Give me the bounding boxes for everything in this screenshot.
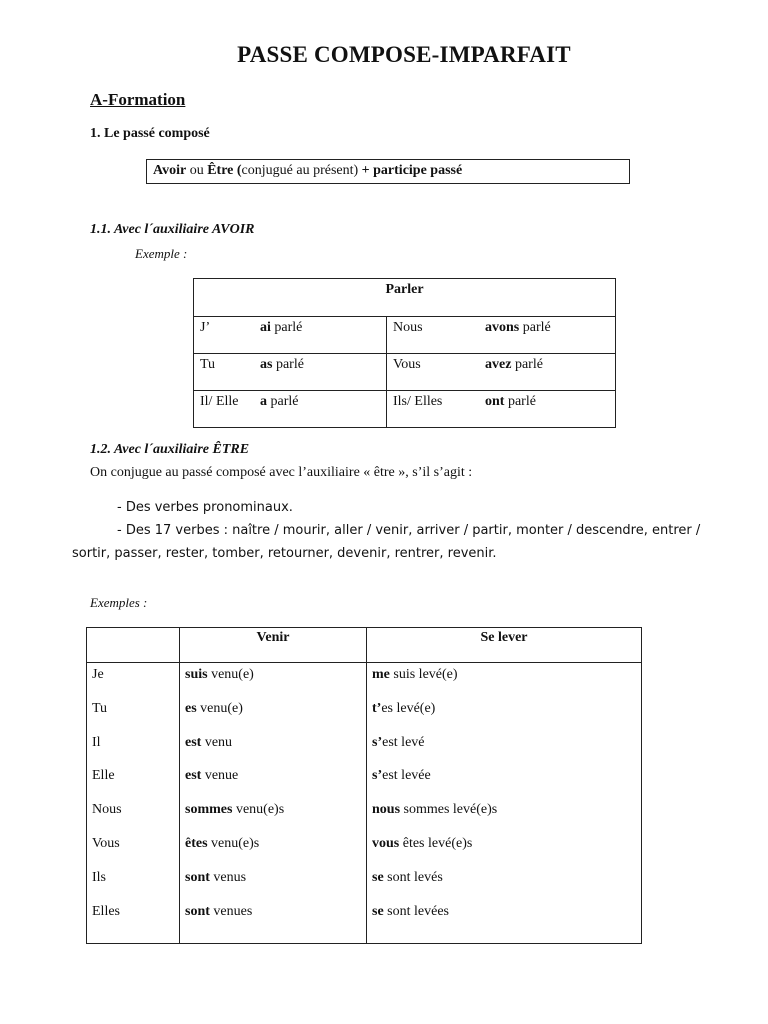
table-row [194, 391, 616, 428]
formula-box [146, 159, 630, 184]
subsection-heading-passe-compose: 1. Le passé composé [90, 126, 210, 141]
conjugation: se sont levés [372, 869, 443, 885]
parler-header: Parler [194, 279, 616, 317]
formula-paren: ( [233, 163, 242, 178]
avoir-heading: 1.1. Avec l´auxiliaire AVOIR [90, 222, 255, 237]
formula-avoir: Avoir [153, 163, 187, 178]
venir-se-lever-table [86, 627, 642, 944]
conjugation: me suis levé(e) [372, 667, 458, 682]
pronoun: J’ [200, 320, 211, 335]
pronoun: Il [92, 734, 101, 750]
header-empty [87, 628, 180, 663]
conjugation: sont venus [185, 869, 247, 885]
pronoun: Nous [92, 802, 122, 818]
conjugation: sont venues [185, 903, 253, 919]
conjugation: sommes venu(e)s [185, 802, 285, 818]
auxiliary: a [260, 394, 267, 409]
pronoun: Je [92, 667, 104, 682]
table-row [194, 354, 616, 391]
pronoun: Ils [92, 869, 106, 885]
conjugation: vous êtes levé(e)s [372, 835, 473, 851]
auxiliary: ai [260, 320, 271, 335]
auxiliary: ont [485, 394, 505, 409]
auxiliary: as [260, 357, 273, 372]
pronoun: Elles [92, 903, 120, 919]
conjugation: s’est levée [372, 768, 431, 784]
formula-ou: ou [186, 163, 208, 178]
conjugation: est venu [185, 734, 233, 750]
formula-middle: conjugué au présent) [241, 163, 359, 178]
se-lever-column [367, 663, 642, 944]
conjugation: êtes venu(e)s [185, 835, 260, 851]
pronoun: Vous [92, 835, 120, 851]
page-title: PASSE COMPOSE-IMPARFAIT [237, 42, 571, 67]
pronoun-column [87, 663, 180, 944]
table-row [194, 317, 616, 354]
auxiliary: avons [485, 320, 520, 335]
formula-etre: Être [207, 163, 234, 178]
participle: parlé [270, 320, 303, 335]
conjugation: est venue [185, 768, 239, 784]
conjugation: nous sommes levé(e)s [372, 802, 498, 818]
bullet-pronominaux: - Des verbes pronominaux. [117, 500, 293, 515]
section-heading-formation: A-Formation [90, 90, 186, 109]
bullet-17-verbes-line2: sortir, passer, rester, tomber, retourner, devenir, rentrer, revenir. [72, 546, 497, 561]
etre-heading: 1.2. Avec l´auxiliaire ÊTRE [90, 442, 250, 457]
parler-table [193, 278, 616, 428]
participle: parlé [267, 394, 299, 409]
pronoun: Il/ Elle [200, 394, 239, 409]
conjugation: es venu(e) [185, 700, 243, 716]
conjugation: suis venu(e) [185, 667, 254, 682]
pronoun: Tu [200, 357, 216, 372]
pronoun: Tu [92, 700, 108, 716]
pronoun: Vous [393, 357, 421, 372]
formula-plus: + participe passé [358, 163, 463, 178]
auxiliary: avez [485, 357, 512, 372]
participle: parlé [504, 394, 536, 409]
participle: parlé [519, 320, 551, 335]
etre-intro: On conjugue au passé composé avec l’auxiliaire « être », s’il s’agit : [90, 465, 473, 480]
examples-label: Exemples : [90, 595, 148, 610]
header-se-lever: Se lever [367, 628, 642, 663]
example-label: Exemple : [135, 246, 188, 261]
conjugation: se sont levées [372, 903, 449, 919]
pronoun: Ils/ Elles [393, 394, 443, 409]
bullet-17-verbes-line1: - Des 17 verbes : naître / mourir, aller / venir, arriver / partir, monter / descendre, entrer / [117, 523, 701, 538]
conjugation: s’est levé [372, 734, 425, 750]
header-venir: Venir [180, 628, 367, 663]
venir-column [180, 663, 367, 944]
participle: parlé [511, 357, 543, 372]
participle: parlé [272, 357, 304, 372]
pronoun: Nous [393, 320, 423, 335]
pronoun: Elle [92, 768, 115, 784]
conjugation: t’es levé(e) [372, 700, 436, 716]
